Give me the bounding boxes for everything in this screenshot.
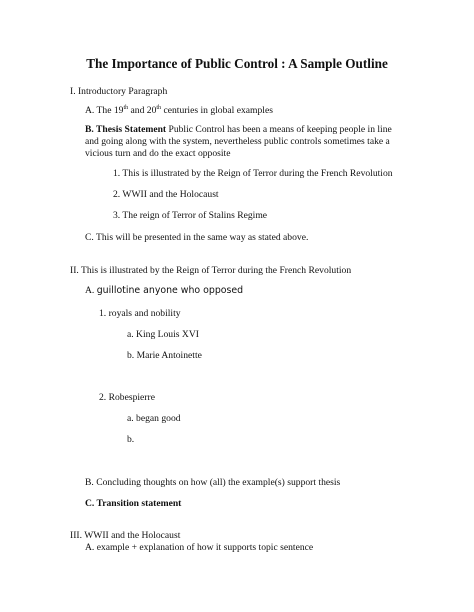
- section-2-heading: II. This is illustrated by the Reign of Terror during the French Revolution: [70, 265, 352, 276]
- item-a-sup-1: th: [123, 104, 129, 111]
- section-3-heading: III. WWII and the Holocaust: [70, 530, 181, 541]
- section-2-item-c: C. Transition statement: [85, 498, 182, 509]
- section-2-sub-1: 1. royals and nobility: [99, 308, 181, 319]
- section-2-sub-1a: a. King Louis XVI: [127, 329, 199, 340]
- section-1-numbered-1: 1. This is illustrated by the Reign of Terror during the French Revolution: [113, 168, 393, 179]
- section-2-item-a-text: guillotine anyone who opposed: [96, 285, 244, 296]
- section-2-sub-2a: a. began good: [127, 413, 181, 424]
- section-1-heading: I. Introductory Paragraph: [70, 86, 168, 97]
- section-2-sub-2: 2. Robespierre: [99, 392, 155, 403]
- section-2-sub-2b: b.: [127, 434, 135, 445]
- section-1-numbered-2: 2. WWII and the Holocaust: [113, 189, 219, 200]
- thesis-statement-label: B. Thesis Statement: [85, 124, 167, 135]
- item-a-suffix: centuries in global examples: [161, 105, 273, 116]
- section-2-sub-1b: b. Marie Antoinette: [127, 350, 202, 361]
- section-2-item-a-label: A.: [85, 285, 95, 296]
- section-1-item-c: C. This will be presented in the same way as stated above.: [85, 232, 309, 243]
- section-1-numbered-3: 3. The reign of Terror of Stalins Regime: [113, 210, 268, 221]
- page-title: The Importance of Public Control : A Sample Outline: [86, 56, 388, 71]
- section-1-item-a: [85, 105, 273, 117]
- section-2-item-b: B. Concluding thoughts on how (all) the example(s) support thesis: [85, 477, 341, 488]
- thesis-statement-paragraph: [85, 124, 405, 160]
- item-a-sup-2: th: [156, 104, 162, 111]
- section-2-item-a: [85, 285, 243, 297]
- thesis-statement-text: Public Control has been a means of keeping people in line and going along with the system, nevertheless public controls sometimes take a vicious turn and do the exact opposite: [85, 124, 392, 159]
- item-a-middle: and 20: [128, 105, 157, 116]
- section-3-item-a: A. example + explanation of how it supports topic sentence: [85, 542, 314, 553]
- item-a-prefix: A. The 19: [85, 105, 124, 116]
